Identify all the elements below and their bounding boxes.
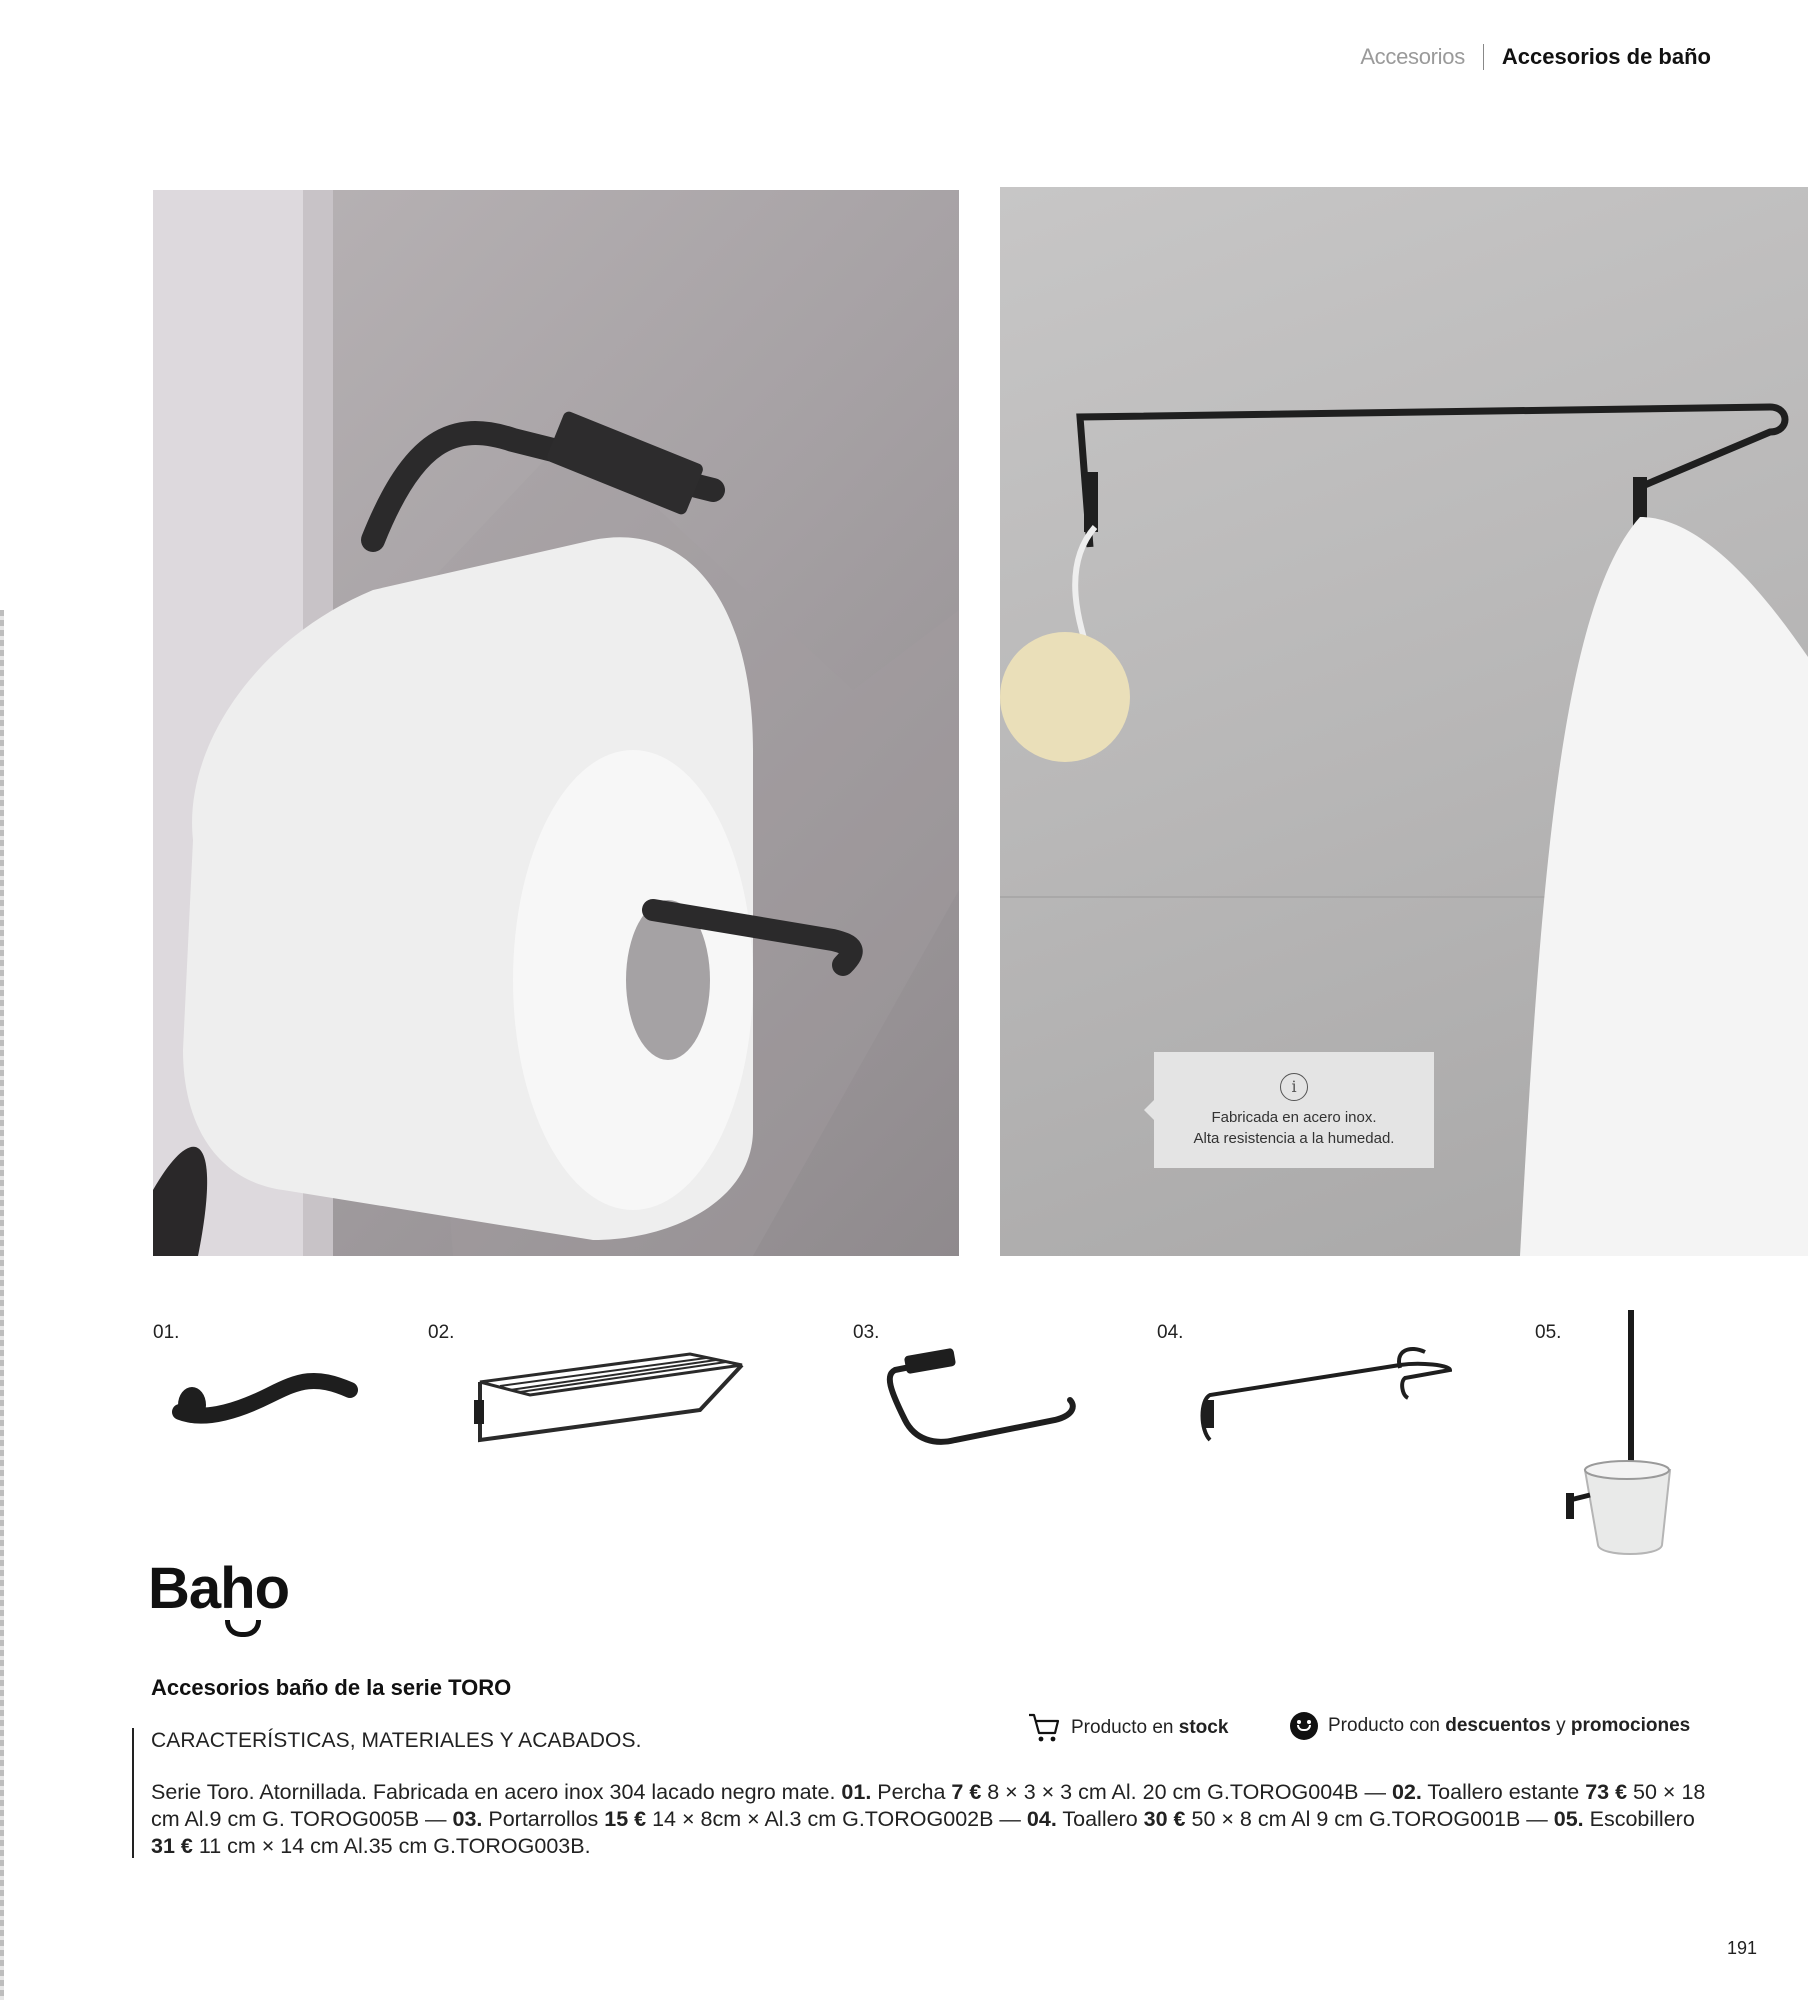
product-description: Serie Toro. Atornillada. Fabricada en acero inox 304 lacado negro mate. 01. Percha 7 € 8 × 3 × 3 cm Al. 20 cm G.TOROG004B — 02. Toallero estante 73 € 50 × 18 cm Al.9 cm G. TOROG005B — 03. Portarrollos 15 € 14 × 8cm × Al.3 cm G.TOROG002B — 04. Toallero 30 € 50 × 8 cm Al 9 cm G.TOROG001B — 05. Escobillero 31 € 11 cm × 14 cm Al.35 cm G.TOROG003B. xyxy=(151,1780,1706,1858)
brand-smile-icon xyxy=(225,1620,261,1637)
breadcrumb-current: Accesorios de baño xyxy=(1501,44,1711,69)
product-image-portarrollos[interactable] xyxy=(875,1340,1085,1450)
legend-stock xyxy=(1027,1712,1228,1744)
info-callout xyxy=(1154,1052,1434,1168)
page-edge xyxy=(0,610,4,2000)
callout-line-1: Fabricada en acero inox. xyxy=(1211,1109,1377,1126)
breadcrumb-section[interactable]: Accesorios xyxy=(1360,44,1465,69)
toilet-paper-holder-illustration xyxy=(153,190,959,1256)
legend-promo xyxy=(1290,1712,1690,1740)
product-number-04: 04. xyxy=(1157,1322,1184,1343)
product-image-toallero[interactable] xyxy=(1190,1340,1460,1460)
brand-logo: Baho xyxy=(148,1556,289,1621)
page-number: 191 xyxy=(1726,1938,1757,1958)
product-number-01: 01. xyxy=(153,1322,180,1343)
product-number-03: 03. xyxy=(853,1322,880,1343)
legend-stock-label: Producto en stock xyxy=(1071,1717,1229,1738)
product-number-05: 05. xyxy=(1535,1322,1562,1343)
legend-promo-label: Producto con descuentos y promociones xyxy=(1328,1715,1691,1736)
features-heading: CARACTERÍSTICAS, MATERIALES Y ACABADOS. xyxy=(151,1729,642,1752)
photo-toilet-paper-holder xyxy=(153,190,959,1256)
cart-icon xyxy=(1027,1712,1061,1744)
callout-line-2: Alta resistencia a la humedad. xyxy=(1193,1130,1395,1147)
section-divider xyxy=(132,1728,134,1858)
series-title: Accesorios baño de la serie TORO xyxy=(151,1675,512,1700)
breadcrumb-divider xyxy=(1483,44,1484,70)
info-icon: i xyxy=(1280,1073,1308,1101)
breadcrumb xyxy=(1360,44,1711,70)
product-image-percha[interactable] xyxy=(160,1340,370,1430)
smiley-icon xyxy=(1290,1712,1318,1740)
product-image-toallero-estante[interactable] xyxy=(470,1340,750,1460)
product-number-02: 02. xyxy=(428,1322,455,1343)
product-image-escobillero[interactable] xyxy=(1560,1305,1680,1565)
